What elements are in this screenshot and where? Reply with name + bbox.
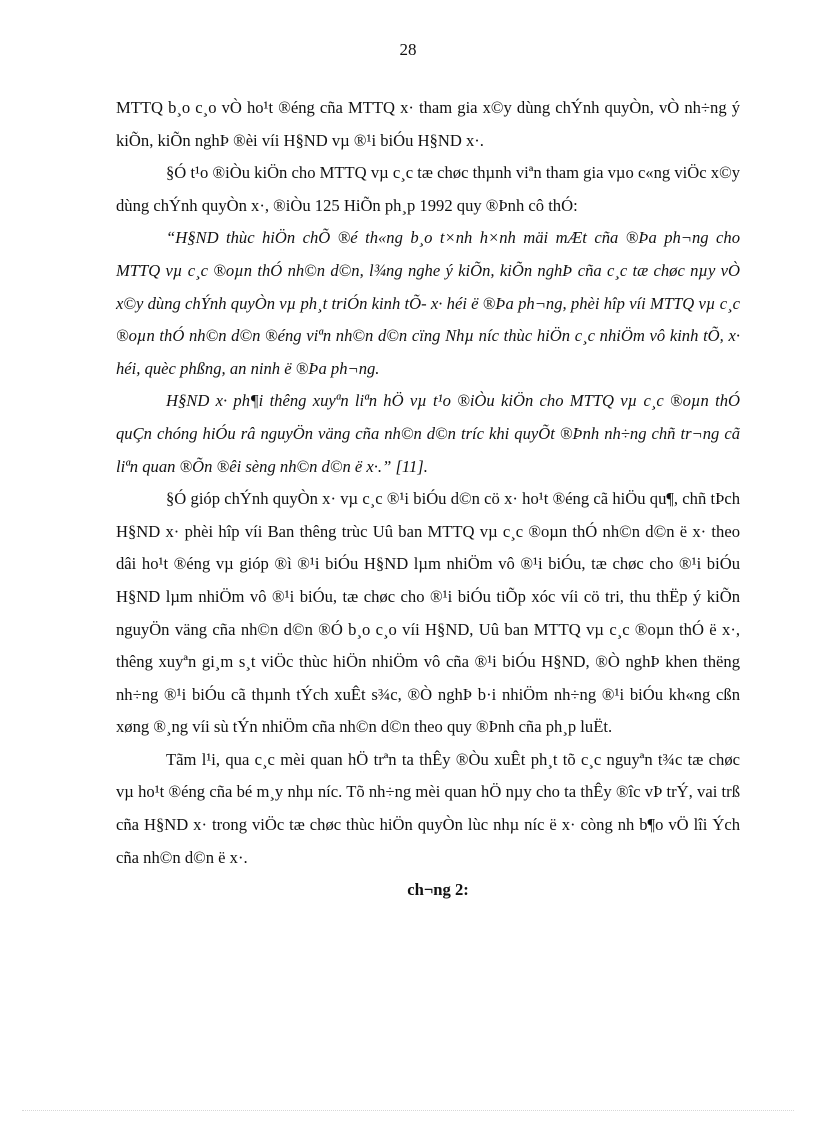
paragraph-support-delegates: §Ó gióp chÝnh quyÒn x· vµ c¸c ®¹i biÓu d©n cö x· ho¹t ®éng cã hiÖu qu¶, chñ tÞch H§ND x· phèi hîp víi Ban thêng trùc Uû ban MTTQ vµ c¸c ®oµn thÓ nh©n d©n ë x· theo dâi ho¹t ®éng vµ gióp ®ì ®¹i biÓu H§ND lµm nhiÖm vô ®¹i biÓu, tæ chøc cho ®¹i biÓu H§ND lµm nhiÖm vô ®¹i biÓu, tæ chøc cho ®¹i biÓu tiÕp xóc víi cö tri, thu thËp ý kiÕn nguyÖn väng cña nh©n d©n ®Ó b¸o c¸o víi H§ND, Uû ban MTTQ vµ c¸c ®oµn thÓ ë x·, thêng xuyªn gi¸m s¸t viÖc thùc hiÖn nhiÖm vô cña ®¹i biÓu H§ND, ®Ò nghÞ khen thëng nh÷ng ®¹i biÓu cã thµnh tÝch xuÊt s¾c, ®Ò nghÞ b·i nhiÖm nh÷ng ®¹i biÓu kh«ng cßn xøng ®¸ng víi sù tÝn nhiÖm cña nh©n d©n theo quy ®Þnh cña ph¸p luËt. [116, 489, 740, 737]
page-number: 28 [399, 40, 417, 59]
quote-hdnd-liaison: H§ND x· ph¶i thêng xuyªn liªn hÖ vµ t¹o ®iÒu kiÖn cho MTTQ vµ c¸c ®oµn thÓ quÇn chóng hiÓu râ nguyÖn väng cña nh©n d©n tríc khi quyÕt ®Þnh nh÷ng chñ tr¬ng cã liªn quan ®Õn ®êi sèng nh©n d©n ë x·.” [11]. [116, 391, 740, 476]
chapter-heading: ch¬ng 2: [407, 880, 469, 900]
paragraph-mttq-report: MTTQ b¸o c¸o vÒ ho¹t ®éng cña MTTQ x· tham gia x©y dùng chÝnh quyÒn, vÒ nh÷ng ý kiÕn, kiÕn nghÞ ®èi víi H§ND vµ ®¹i biÓu H§ND x·. [116, 98, 740, 150]
paragraph-article-125: §Ó t¹o ®iÒu kiÖn cho MTTQ vµ c¸c tæ chøc thµnh viªn tham gia vµo c«ng viÖc x©y dùng chÝnh quyÒn x·, ®iÒu 125 HiÕn ph¸p 1992 quy ®Þnh cô thÓ: [116, 163, 740, 215]
quote-hdnd-notification: “H§ND thùc hiÖn chÕ ®é th«ng b¸o t×nh h×nh mäi mÆt cña ®Þa ph¬ng cho MTTQ vµ c¸c ®oµn thÓ nh©n d©n, l¾ng nghe ý kiÕn, kiÕn nghÞ cña c¸c tæ chøc nµy vÒ x©y dùng chÝnh quyÒn vµ ph¸t triÓn kinh tÕ- x· héi ë ®Þa ph¬ng, phèi hîp víi MTTQ vµ c¸c ®oµn thÓ nh©n d©n ®éng viªn nh©n d©n cïng Nhµ níc thùc hiÖn c¸c nhiÖm vô kinh tÕ, x· héi, quèc phßng, an ninh ë ®Þa ph¬ng. [116, 228, 740, 378]
page-border [22, 1110, 794, 1111]
document-body [116, 92, 740, 907]
paragraph-summary: Tãm l¹i, qua c¸c mèi quan hÖ trªn ta thÊy ®Òu xuÊt ph¸t tõ c¸c nguyªn t¾c tæ chøc vµ ho¹t ®éng cña bé m¸y nhµ níc. Tõ nh÷ng mèi quan hÖ nµy cho ta thÊy ®îc vÞ trÝ, vai trß cña H§ND x· trong viÖc tæ chøc thùc hiÖn quyÒn lùc nhµ níc ë x· còng nh b¶o vÖ lîi Ých cña nh©n d©n ë x·. [116, 749, 740, 867]
